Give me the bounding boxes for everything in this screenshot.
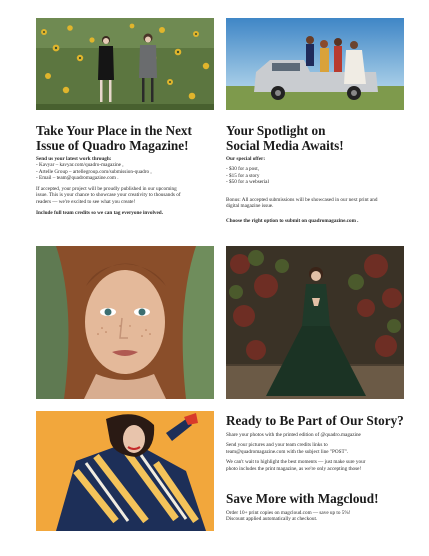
section1-para-line1: If accepted, your project will be proudly published in our upcoming bbox=[36, 186, 177, 192]
photo-green-dress bbox=[226, 246, 404, 399]
section4-body bbox=[226, 510, 350, 523]
section1-paragraph bbox=[36, 186, 181, 205]
section3-line1: Share your photos with the printed edition of @quadro.magazine bbox=[226, 432, 361, 438]
section1-title-line2: Issue of Quadro Magazine! bbox=[36, 137, 189, 153]
photo-pickup-truck bbox=[226, 18, 404, 110]
section2-title-line2: Social Media Awaits! bbox=[226, 137, 344, 153]
section2-bonus-line1: Bonus: All accepted submissions will be showcased in our next print and bbox=[226, 197, 378, 203]
section4-line1[interactable]: Order 10+ print copies on magcloud.com — save up to 5%! bbox=[226, 510, 351, 516]
section2-choose bbox=[226, 218, 358, 224]
section2-offer-heading: Our special offer: bbox=[226, 156, 266, 162]
section3-line4: We can't wait to highlight the best moments — just make sure your bbox=[226, 459, 366, 466]
section1-link-artelle[interactable]: - Artelle Group – artellegroup.com/submission-quadro , bbox=[36, 168, 152, 175]
section3-line3[interactable]: team@quadromagazine.com with the subject line "POST". bbox=[226, 448, 349, 455]
section1-title-line1: Take Your Place in the Next bbox=[36, 123, 192, 138]
section1-link-email[interactable]: - Email – team@quadromagazine.com . bbox=[36, 175, 119, 182]
section2-offer-story: - $15 for a story bbox=[226, 172, 260, 179]
section1-para-line2: issue. This is your chance to showcase your creativity to thousands of bbox=[36, 192, 181, 199]
section3-body bbox=[226, 432, 365, 472]
section4-line2: Discount applied automatically at checkout. bbox=[226, 516, 318, 523]
section2-offer bbox=[226, 156, 269, 186]
section1-para-line3: readers — we're excited to see what you create! bbox=[36, 198, 136, 205]
section1-note-text: Include full team credits so we can tag everyone involved. bbox=[36, 210, 163, 216]
section1-body bbox=[36, 156, 152, 182]
photo-freckled-portrait bbox=[36, 246, 214, 399]
section2-bonus-line2: digital magazine issue. bbox=[226, 203, 274, 210]
section2-bonus bbox=[226, 197, 377, 210]
section4-title: Save More with Magcloud! bbox=[226, 491, 379, 506]
section2-offer-post: - $30 for a post, bbox=[226, 166, 259, 173]
section2-title bbox=[226, 124, 344, 153]
section1-link-kavyar[interactable]: - Kavyar – kavyar.com/quadro-magazine , bbox=[36, 162, 124, 169]
section3-title: Ready to Be Part of Our Story? bbox=[226, 413, 404, 428]
section1-send-heading: Send us your latest work through: bbox=[36, 156, 112, 162]
photo-patterned-coat bbox=[36, 411, 214, 531]
section3-line5: photo includes the print magazine, as we're only accepting those! bbox=[226, 465, 362, 472]
photo-sunflower-field bbox=[36, 18, 214, 110]
section2-title-line1: Your Spotlight on bbox=[226, 123, 326, 138]
section1-note bbox=[36, 210, 163, 216]
section2-choose-text[interactable]: Choose the right option to submit on quadromagazine.com . bbox=[226, 218, 359, 224]
section1-title bbox=[36, 124, 192, 153]
section2-offer-webserial: - $50 for a webserial bbox=[226, 179, 269, 186]
section3-line2: Send your pictures and your team credits links to bbox=[226, 442, 328, 449]
